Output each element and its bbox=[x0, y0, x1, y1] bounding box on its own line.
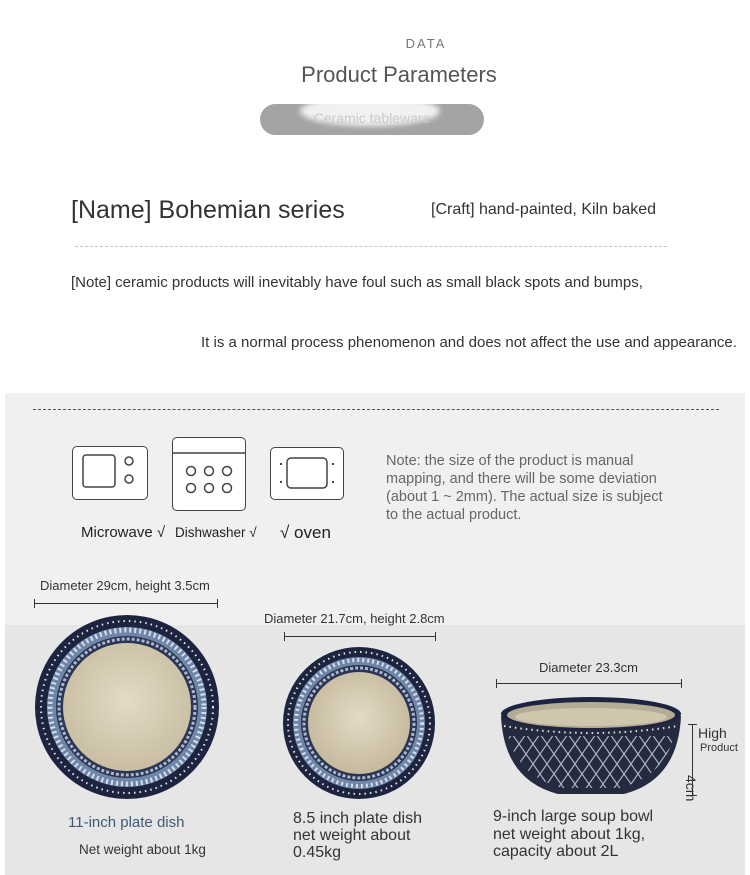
dishwasher-label: Dishwasher √ bbox=[175, 525, 257, 540]
page-title: Product Parameters bbox=[301, 62, 497, 87]
bowl-ruler bbox=[496, 683, 682, 684]
plate-large-ruler bbox=[34, 603, 218, 604]
plate-small-dimension: Diameter 21.7cm, height 2.8cm bbox=[264, 611, 445, 626]
divider bbox=[75, 246, 667, 247]
plate-small-weight: net weight about 0.45kg bbox=[293, 827, 411, 861]
bowl-height-tick-top bbox=[688, 724, 697, 725]
product-craft: [Craft] hand-painted, Kiln baked bbox=[431, 201, 657, 218]
bowl-dimension: Diameter 23.3cm bbox=[539, 660, 638, 675]
bowl-height-label-2: Product bbox=[700, 742, 738, 754]
oven-icon bbox=[270, 447, 344, 500]
bowl-height-value: 4cm bbox=[683, 775, 699, 802]
microwave-label: Microwave √ bbox=[81, 524, 166, 541]
pill-label: Ceramic tableware bbox=[313, 110, 431, 126]
section-kicker: DATA bbox=[405, 36, 447, 51]
size-note: Note: the size of the product is manual mapping, and there will be some deviation (about 1 ~ 2mm). The actual size is subject to the actual product. bbox=[386, 453, 663, 523]
bowl-image bbox=[498, 694, 684, 798]
plate-large-weight: Net weight about 1kg bbox=[79, 842, 206, 857]
category-pill bbox=[260, 104, 484, 135]
dishwasher-icon bbox=[172, 437, 246, 511]
microwave-glyph bbox=[73, 447, 147, 499]
plate-large-image bbox=[34, 614, 220, 800]
bowl-name: 9-inch large soup bowl bbox=[493, 808, 654, 825]
note-line-2: It is a normal process phenomenon and does not affect the use and appearance. bbox=[201, 334, 737, 351]
note-line-1: [Note] ceramic products will inevitably have foul such as small black spots and bumps, bbox=[71, 274, 643, 291]
microwave-icon bbox=[72, 446, 148, 500]
bowl-weight: net weight about 1kg, capacity about 2L bbox=[493, 826, 646, 860]
panel-divider bbox=[33, 409, 719, 410]
plate-small-image bbox=[282, 646, 436, 800]
oven-glyph bbox=[271, 448, 343, 499]
plate-small-ruler bbox=[284, 636, 436, 637]
bowl-height-label-1: High bbox=[698, 725, 727, 741]
product-name: [Name] Bohemian series bbox=[71, 196, 345, 224]
plate-large-dimension: Diameter 29cm, height 3.5cm bbox=[40, 578, 210, 593]
dishwasher-glyph bbox=[173, 438, 245, 510]
plate-large-name: 11-inch plate dish bbox=[68, 814, 185, 831]
plate-small-name: 8.5 inch plate dish bbox=[293, 810, 422, 827]
oven-label: √ oven bbox=[280, 523, 331, 542]
